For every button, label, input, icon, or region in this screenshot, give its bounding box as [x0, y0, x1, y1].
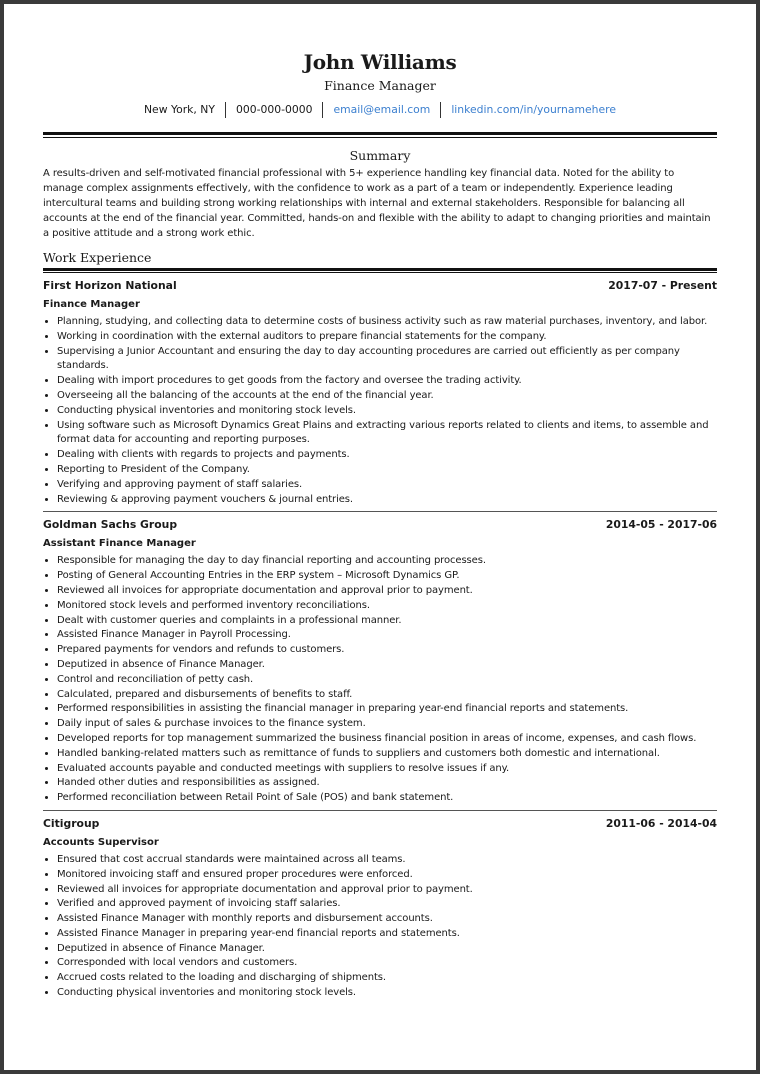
company-name: Goldman Sachs Group — [43, 518, 178, 532]
job-separator — [43, 511, 717, 512]
bullet-item: • Calculated, prepared and disbursements of benefits to staff. — [57, 688, 717, 703]
candidate-name: John Williams — [303, 50, 457, 74]
bullet-item: • Supervising a Junior Accountant and ensuring the day to day accounting procedures are carried out efficiently as per company standards. — [57, 345, 717, 375]
email-link[interactable]: email@email.com — [333, 103, 431, 116]
job-header — [43, 518, 717, 532]
bullet-item: • Conducting physical inventories and monitoring stock levels. — [57, 986, 717, 1001]
bullet-item: • Performed reconciliation between Retail Point of Sale (POS) and bank statement. — [57, 791, 717, 806]
job-dates: 2017-07 - Present — [608, 279, 717, 292]
bullet-item: • Control and reconciliation of petty cash. — [57, 673, 717, 688]
bullet-item: • Conducting physical inventories and monitoring stock levels. — [57, 404, 717, 419]
job-dates: 2014-05 - 2017-06 — [605, 518, 717, 532]
job-bullets — [43, 554, 717, 806]
bullet-item: • Reviewed all invoices for appropriate documentation and approval prior to payment. — [57, 883, 717, 898]
contact-bar — [43, 102, 717, 118]
bullet-item: • Daily input of sales & purchase invoices to the finance system. — [57, 717, 717, 732]
job-role: Finance Manager — [43, 299, 140, 310]
bullet-item: • Handed other duties and responsibilities as assigned. — [57, 776, 717, 791]
job-header — [43, 279, 717, 293]
bullet-item: • Assisted Finance Manager in Payroll Processing. — [57, 628, 717, 643]
job-dates: 2011-06 - 2014-04 — [605, 816, 717, 830]
bullet-item: • Developed reports for top management summarized the business financial position in areas of income, expenses, and cash flows. — [57, 732, 717, 747]
location-text: New York, NY — [143, 103, 215, 116]
bullet-item: • Responsible for managing the day to day financial reporting and accounting processes. — [57, 554, 717, 569]
bullet-item: • Reviewing & approving payment vouchers & journal entries. — [57, 493, 717, 508]
bullet-item: • Performed responsibilities in assisting the financial manager in preparing year-end financial reports and statements. — [57, 702, 717, 717]
bullet-item: • Deputized in absence of Finance Manager. — [57, 658, 717, 673]
bullet-item: • Planning, studying, and collecting data to determine costs of business activity such as raw material purchases, inventory, and labor. — [57, 315, 717, 330]
company-name: Citigroup — [43, 816, 100, 830]
bullet-item: • Ensured that cost accrual standards were maintained across all teams. — [57, 853, 717, 868]
bullet-item: • Reporting to President of the Company. — [57, 463, 717, 478]
job-header — [43, 817, 717, 831]
bullet-item: • Reviewed all invoices for appropriate documentation and approval prior to payment. — [57, 584, 717, 599]
bullet-item: • Monitored stock levels and performed inventory reconciliations. — [57, 599, 717, 614]
job-role: Assistant Finance Manager — [43, 538, 196, 550]
bullet-item: • Verified and approved payment of invoicing staff salaries. — [57, 897, 717, 912]
summary-heading: Summary — [349, 148, 411, 163]
candidate-title: Finance Manager — [324, 78, 436, 93]
summary-text: A results-driven and self-motivated financial professional with 5+ experience handling key financial data. Noted for the ability to manage complex assignments effectively, with the confidence to work as a part of a team or independently. Experience leading intercultural teams and building strong working relationships with internal and external stakeholders. Responsible for balancing all accounts at the end of the financial year. Committed, hands-on and flexible with the ability to adapt to changing priorities and maintain a positive attitude and a strong work ethic. — [43, 168, 711, 239]
resume-page — [4, 4, 756, 1070]
phone-text: 000-000-0000 — [235, 103, 313, 116]
job-bullets — [43, 853, 717, 1001]
linkedin-link[interactable]: linkedin.com/in/yournamehere — [451, 103, 617, 116]
bullet-item: • Handled banking-related matters such as remittance of funds to suppliers and customers both domestic and international. — [57, 747, 717, 762]
bullet-item: • Working in coordination with the external auditors to prepare financial statements for the company. — [57, 330, 717, 345]
bullet-item: • Evaluated accounts payable and conducted meetings with suppliers to resolve issues if any. — [57, 762, 717, 777]
bullet-item: • Assisted Finance Manager in preparing year-end financial reports and statements. — [57, 927, 717, 942]
bullet-item: • Verifying and approving payment of staff salaries. — [57, 478, 717, 493]
bullet-item: • Dealing with clients with regards to projects and payments. — [57, 448, 717, 463]
section-rule — [43, 268, 717, 273]
bullet-item: • Dealt with customer queries and complaints in a professional manner. — [57, 614, 717, 629]
work-experience-heading: Work Experience — [43, 250, 152, 265]
bullet-item: • Deputized in absence of Finance Manager. — [57, 942, 717, 957]
job-role: Accounts Supervisor — [43, 836, 159, 848]
bullet-item: • Dealing with import procedures to get goods from the factory and oversee the trading activity. — [57, 374, 717, 389]
bullet-item: • Assisted Finance Manager with monthly reports and disbursement accounts. — [57, 912, 717, 927]
bullet-item: • Using software such as Microsoft Dynamics Great Plains and extracting various reports related to clients and items, to assemble and format data for accounting and reporting purposes. — [57, 419, 717, 449]
job-separator — [43, 810, 717, 811]
bullet-item: • Monitored invoicing staff and ensured proper procedures were enforced. — [57, 868, 717, 883]
bullet-item: • Posting of General Accounting Entries in the ERP system – Microsoft Dynamics GP. — [57, 569, 717, 584]
header-rule — [43, 132, 717, 138]
bullet-item: • Prepared payments for vendors and refunds to customers. — [57, 643, 717, 658]
job-bullets — [43, 315, 717, 507]
bullet-item: • Corresponded with local vendors and customers. — [57, 956, 717, 971]
jobs-list — [43, 279, 717, 1001]
company-name: First Horizon National — [43, 279, 177, 292]
bullet-item: • Accrued costs related to the loading and discharging of shipments. — [57, 971, 717, 986]
bullet-item: • Overseeing all the balancing of the accounts at the end of the financial year. — [57, 389, 717, 404]
